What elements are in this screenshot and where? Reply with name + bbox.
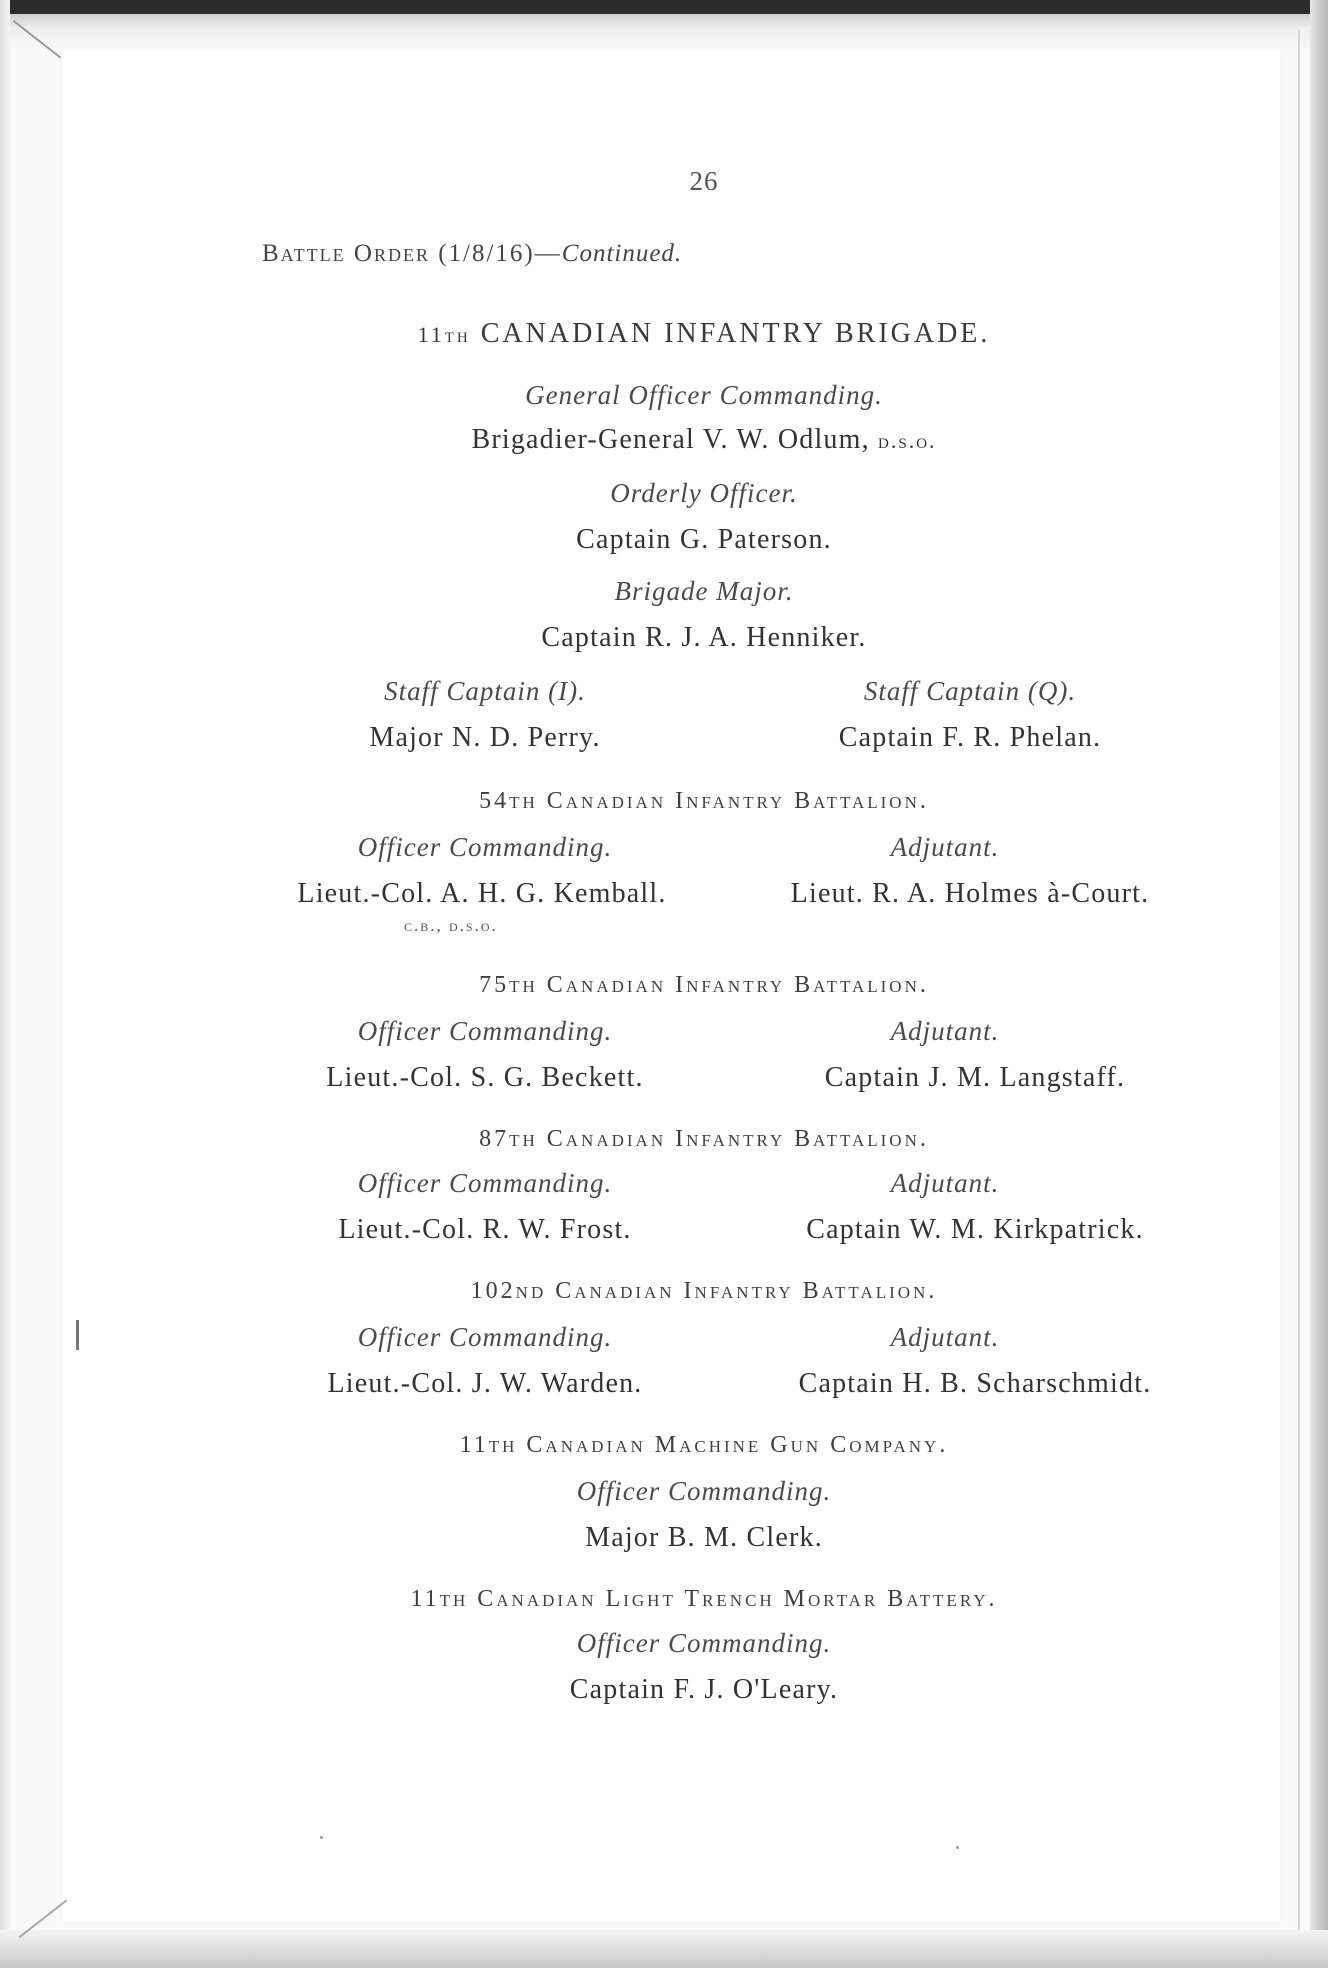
scan-top-edge <box>0 0 1328 14</box>
battalion-oc-name: Lieut.-Col. S. G. Beckett. <box>326 1062 644 1093</box>
scan-left-edge <box>0 0 10 1968</box>
goc-post: d.s.o. <box>878 428 937 453</box>
goc-role: General Officer Commanding. <box>525 380 883 410</box>
orderly-role: Orderly Officer. <box>610 478 798 508</box>
staff-i-role: Staff Captain (I). <box>384 676 586 706</box>
major-role: Brigade Major. <box>614 576 794 606</box>
battalion-oc-name: Lieut.-Col. J. W. Warden. <box>327 1368 643 1399</box>
battalion-adj-name: Captain W. M. Kirkpatrick. <box>806 1214 1144 1245</box>
margin-mark <box>76 1320 79 1350</box>
page-number: 26 <box>689 166 719 196</box>
mg-company-title: 11th Canadian Machine Gun Company. <box>459 1432 949 1458</box>
mortar-battery-oc-role: Officer Commanding. <box>576 1628 832 1658</box>
battalion-oc-role: Officer Commanding. <box>357 832 613 862</box>
mortar-battery-oc-name: Captain F. J. O'Leary. <box>569 1674 839 1705</box>
battalion-adj-name: Captain J. M. Langstaff. <box>824 1062 1126 1093</box>
mg-company-oc-role: Officer Commanding. <box>576 1476 832 1506</box>
battalion-oc-name: Lieut.-Col. R. W. Frost. <box>338 1214 632 1245</box>
battalion-adj-role: Adjutant. <box>890 1016 1000 1046</box>
continued-italic: Continued. <box>561 240 683 267</box>
scan-bottom-edge <box>0 1930 1328 1968</box>
continued-heading <box>262 240 682 268</box>
brigade-title-text: CANADIAN INFANTRY BRIGADE. <box>480 318 991 349</box>
speck <box>956 1846 959 1849</box>
mortar-battery-title: 11th Canadian Light Trench Mortar Battery. <box>410 1586 998 1612</box>
orderly-name: Captain G. Paterson. <box>576 524 832 555</box>
battalion-adj-role: Adjutant. <box>890 1168 1000 1198</box>
battalion-oc-role: Officer Commanding. <box>357 1322 613 1352</box>
brigade-title <box>40 318 1328 350</box>
battalion-oc-role: Officer Commanding. <box>357 1168 613 1198</box>
battalion-title: 102nd Canadian Infantry Battalion. <box>470 1278 938 1304</box>
goc-name: Brigadier-General V. W. Odlum, <box>471 424 870 455</box>
battalion-oc-name: Lieut.-Col. A. H. G. Kemball. <box>297 878 667 909</box>
speck <box>320 1836 323 1839</box>
battalion-oc-role: Officer Commanding. <box>357 1016 613 1046</box>
battalion-oc-post: c.b., d.s.o. <box>404 916 498 935</box>
battalion-adj-name: Captain H. B. Scharschmidt. <box>798 1368 1152 1399</box>
brigade-ordinal: 11th <box>417 322 471 347</box>
battalion-title: 54th Canadian Infantry Battalion. <box>479 788 929 814</box>
battalion-adj-role: Adjutant. <box>890 1322 1000 1352</box>
battalion-adj-role: Adjutant. <box>890 832 1000 862</box>
staff-q-role: Staff Captain (Q). <box>863 676 1077 706</box>
battalion-title: 87th Canadian Infantry Battalion. <box>479 1126 929 1152</box>
battalion-title: 75th Canadian Infantry Battalion. <box>479 972 929 998</box>
staff-q-name: Captain F. R. Phelan. <box>838 722 1102 753</box>
goc-name-line <box>40 424 1328 456</box>
battalion-adj-name: Lieut. R. A. Holmes à-Court. <box>790 878 1150 909</box>
continued-label: Battle Order (1/8/16)— <box>262 240 562 267</box>
staff-i-name: Major N. D. Perry. <box>369 722 601 753</box>
scan-top-band <box>0 14 1328 48</box>
major-name: Captain R. J. A. Henniker. <box>541 622 867 653</box>
mg-company-oc-name: Major B. M. Clerk. <box>585 1522 823 1553</box>
